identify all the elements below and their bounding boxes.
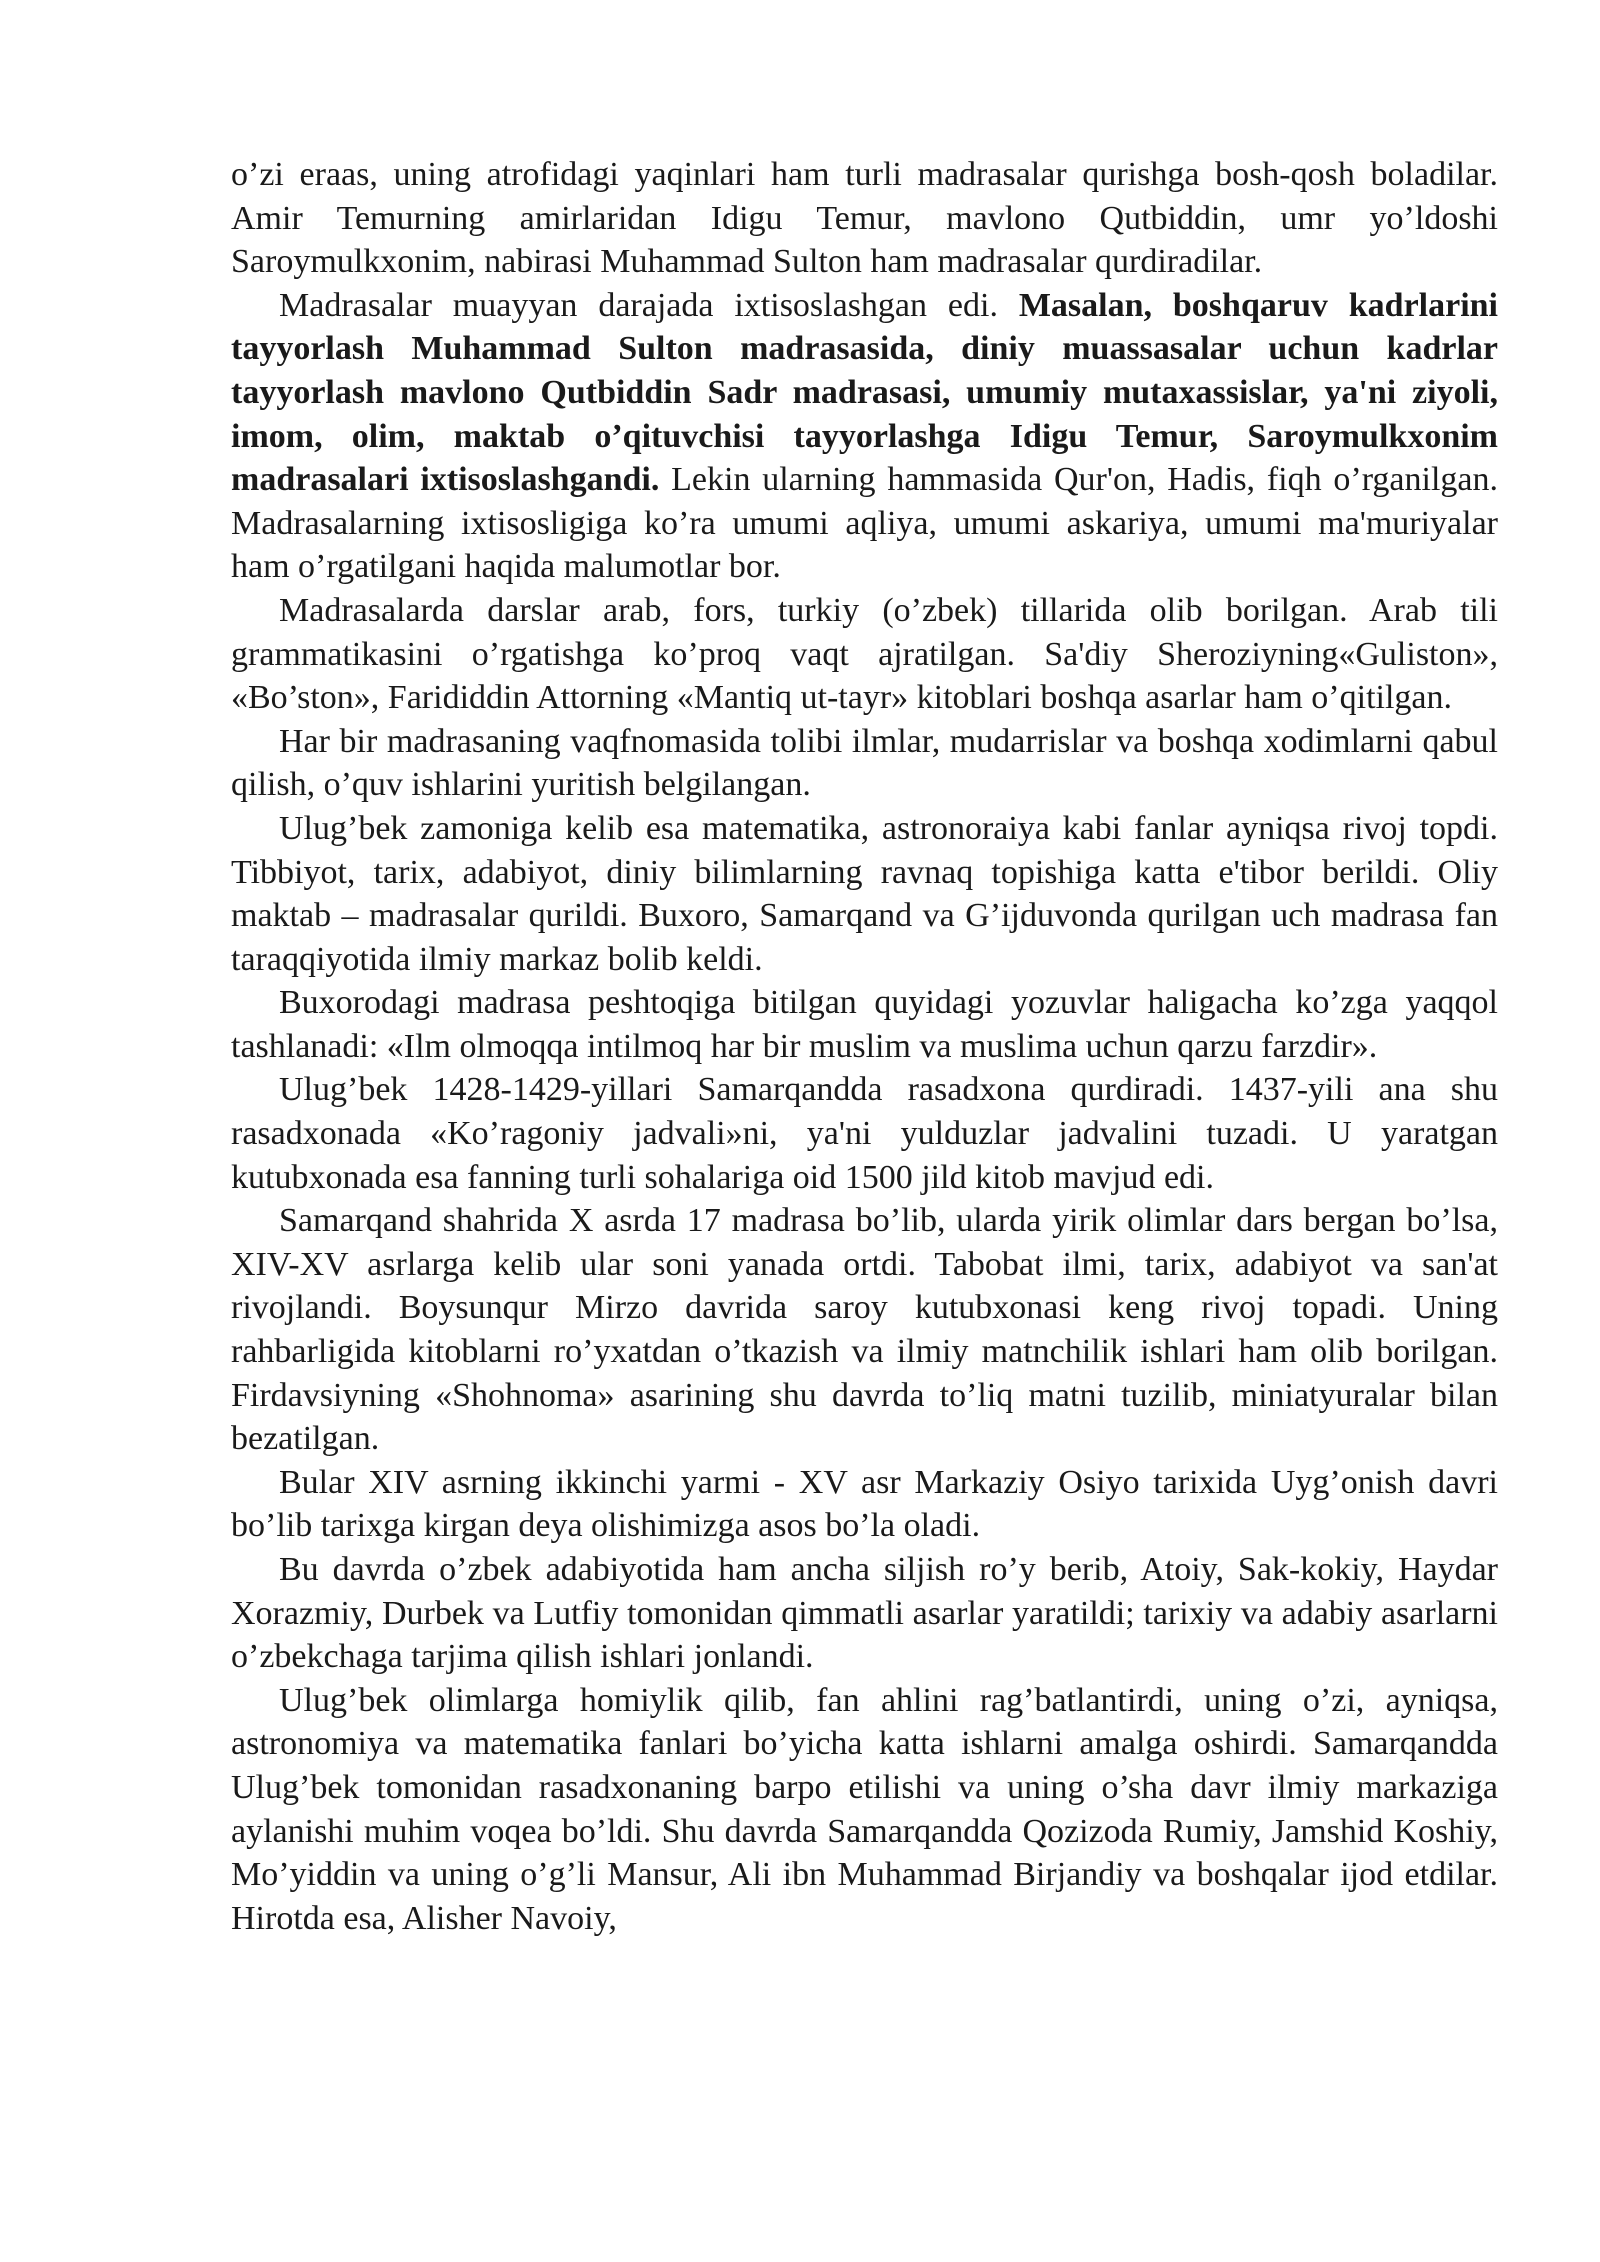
document-page [231, 153, 1498, 1940]
paragraph-11: Ulug’bek olimlarga homiylik qilib, fan ahlini rag’batlantirdi, uning o’zi, ayniqsa, astronomiya va matematika fanlari bo’yicha katta ishlarni amalga oshirdi. Samarqandda Ulug’bek tomonidan rasadxonaning barpo etilishi va uning o’sha davr ilmiy markaziga aylanishi muhim voqea bo’ldi. Shu davrda Samarqandda Qozizoda Rumiy, Jamshid Koshiy, Mo’yiddin va uning o’g’li Mansur, Ali ibn Muhammad Birjandiy va boshqalar ijod etdilar. Hirotda esa, Alisher Navoiy, [231, 1681, 1498, 1937]
paragraph-4: Har bir madrasaning vaqfnomasida tolibi ilmlar, mudarrislar va boshqa xodimlarni qabul qilish, o’quv ishlarini yuritish belgilangan. [231, 722, 1498, 804]
paragraph-2 [231, 284, 1498, 589]
paragraph-10: Bu davrda o’zbek adabiyotida ham ancha siljish ro’y berib, Atoiy, Sak-kokiy, Haydar Xorazmiy, Durbek va Lutfiy tomonidan qimmatli asarlar yaratildi; tarixiy va adabiy asarlarni o’zbekchaga tarjima qilish ishlari jonlandi. [231, 1551, 1498, 1676]
paragraph-8: Samarqand shahrida X asrda 17 madrasa bo’lib, ularda yirik olimlar dars bergan bo’lsa, XIV-XV asrlarga kelib ular soni yanada ortdi. Tabobat ilmi, tarix, adabiyot va san'at rivojlandi. Boysunqur Mirzo davrida saroy kutubxonasi keng rivoj topadi. Uning rahbarligida kitoblarni ro’yxatdan o’tkazish va ilmiy matnchilik ishlari ham olib borilgan. Firdavsiyning «Shohnoma» asarining shu davrda to’liq matni tuzilib, miniatyuralar bilan bezatilgan. [231, 1202, 1498, 1458]
paragraph-5: Ulug’bek zamoniga kelib esa matematika, astronoraiya kabi fanlar ayniqsa rivoj topdi. Tibbiyot, tarix, adabiyot, diniy bilimlarning ravnaq topishiga katta e'tibor berildi. Oliy maktab – madrasalar qurildi. Buxoro, Samarqand va G’ijduvonda qurilgan uch madrasa fan taraqqiyotida ilmiy markaz bolib keldi. [231, 809, 1498, 978]
paragraph-1: o’zi eraas, uning atrofidagi yaqinlari ham turli madrasalar qurishga bosh-qosh boladilar. Amir Temurning amirlaridan Idigu Temur, mavlono Qutbiddin, umr yo’ldoshi Saroymulkxonim, nabirasi Muhammad Sulton ham madrasalar qurdiradilar. [231, 156, 1498, 281]
paragraph-9: Bular XIV asrning ikkinchi yarmi - XV asr Markaziy Osiyo tarixida Uyg’onish davri bo’lib tarixga kirgan deya olishimizga asos bo’la oladi. [231, 1463, 1498, 1545]
paragraph-2-bold-passage: Masalan, boshqaruv kadrlarini tayyorlash Muhammad Sulton madrasasida, diniy muassasalar uchun kadrlar tayyorlash mavlono Qutbiddin Sadr madrasasi, umumiy mutaxassislar, ya'ni ziyoli, imom, olim, maktab o’qituvchisi tayyorlashga Idigu Temur, Saroymulkxonim madrasalari ixtisoslashgandi. [231, 286, 1498, 499]
paragraph-6: Buxorodagi madrasa peshtoqiga bitilgan quyidagi yozuvlar haligacha ko’zga yaqqol tashlanadi: «Ilm olmoqqa intilmoq har bir muslim va muslima uchun qarzu farzdir». [231, 984, 1498, 1065]
paragraph-2-rest: Lekin ularning hammasida Qur'on, Hadis, fiqh o’rganilgan. Madrasalarning ixtisosligiga ko’ra umumi aqliya, umumi askariya, umumi ma'muriyalar ham o’rgatilgani haqida malumotlar bor. [231, 461, 1498, 586]
paragraph-3: Madrasalarda darslar arab, fors, turkiy (o’zbek) tillarida olib borilgan. Arab tili grammatikasini o’rgatishga ko’proq vaqt ajratilgan. Sa'diy Sheroziyning«Guliston», «Bo’ston», Farididdin Attorning «Mantiq ut-tayr» kitoblari boshqa asarlar ham o’qitilgan. [231, 591, 1498, 717]
paragraph-7: Ulug’bek 1428-1429-yillari Samarqandda rasadxona qurdiradi. 1437-yili ana shu rasadxonada «Ko’ragoniy jadvali»ni, ya'ni yulduzlar jadvalini tuzadi. U yaratgan kutubxonada esa fanning turli sohalariga oid 1500 jild kitob mavjud edi. [231, 1071, 1498, 1196]
paragraph-2-intro: Madrasalar muayyan darajada ixtisoslashgan edi. [279, 286, 1019, 324]
